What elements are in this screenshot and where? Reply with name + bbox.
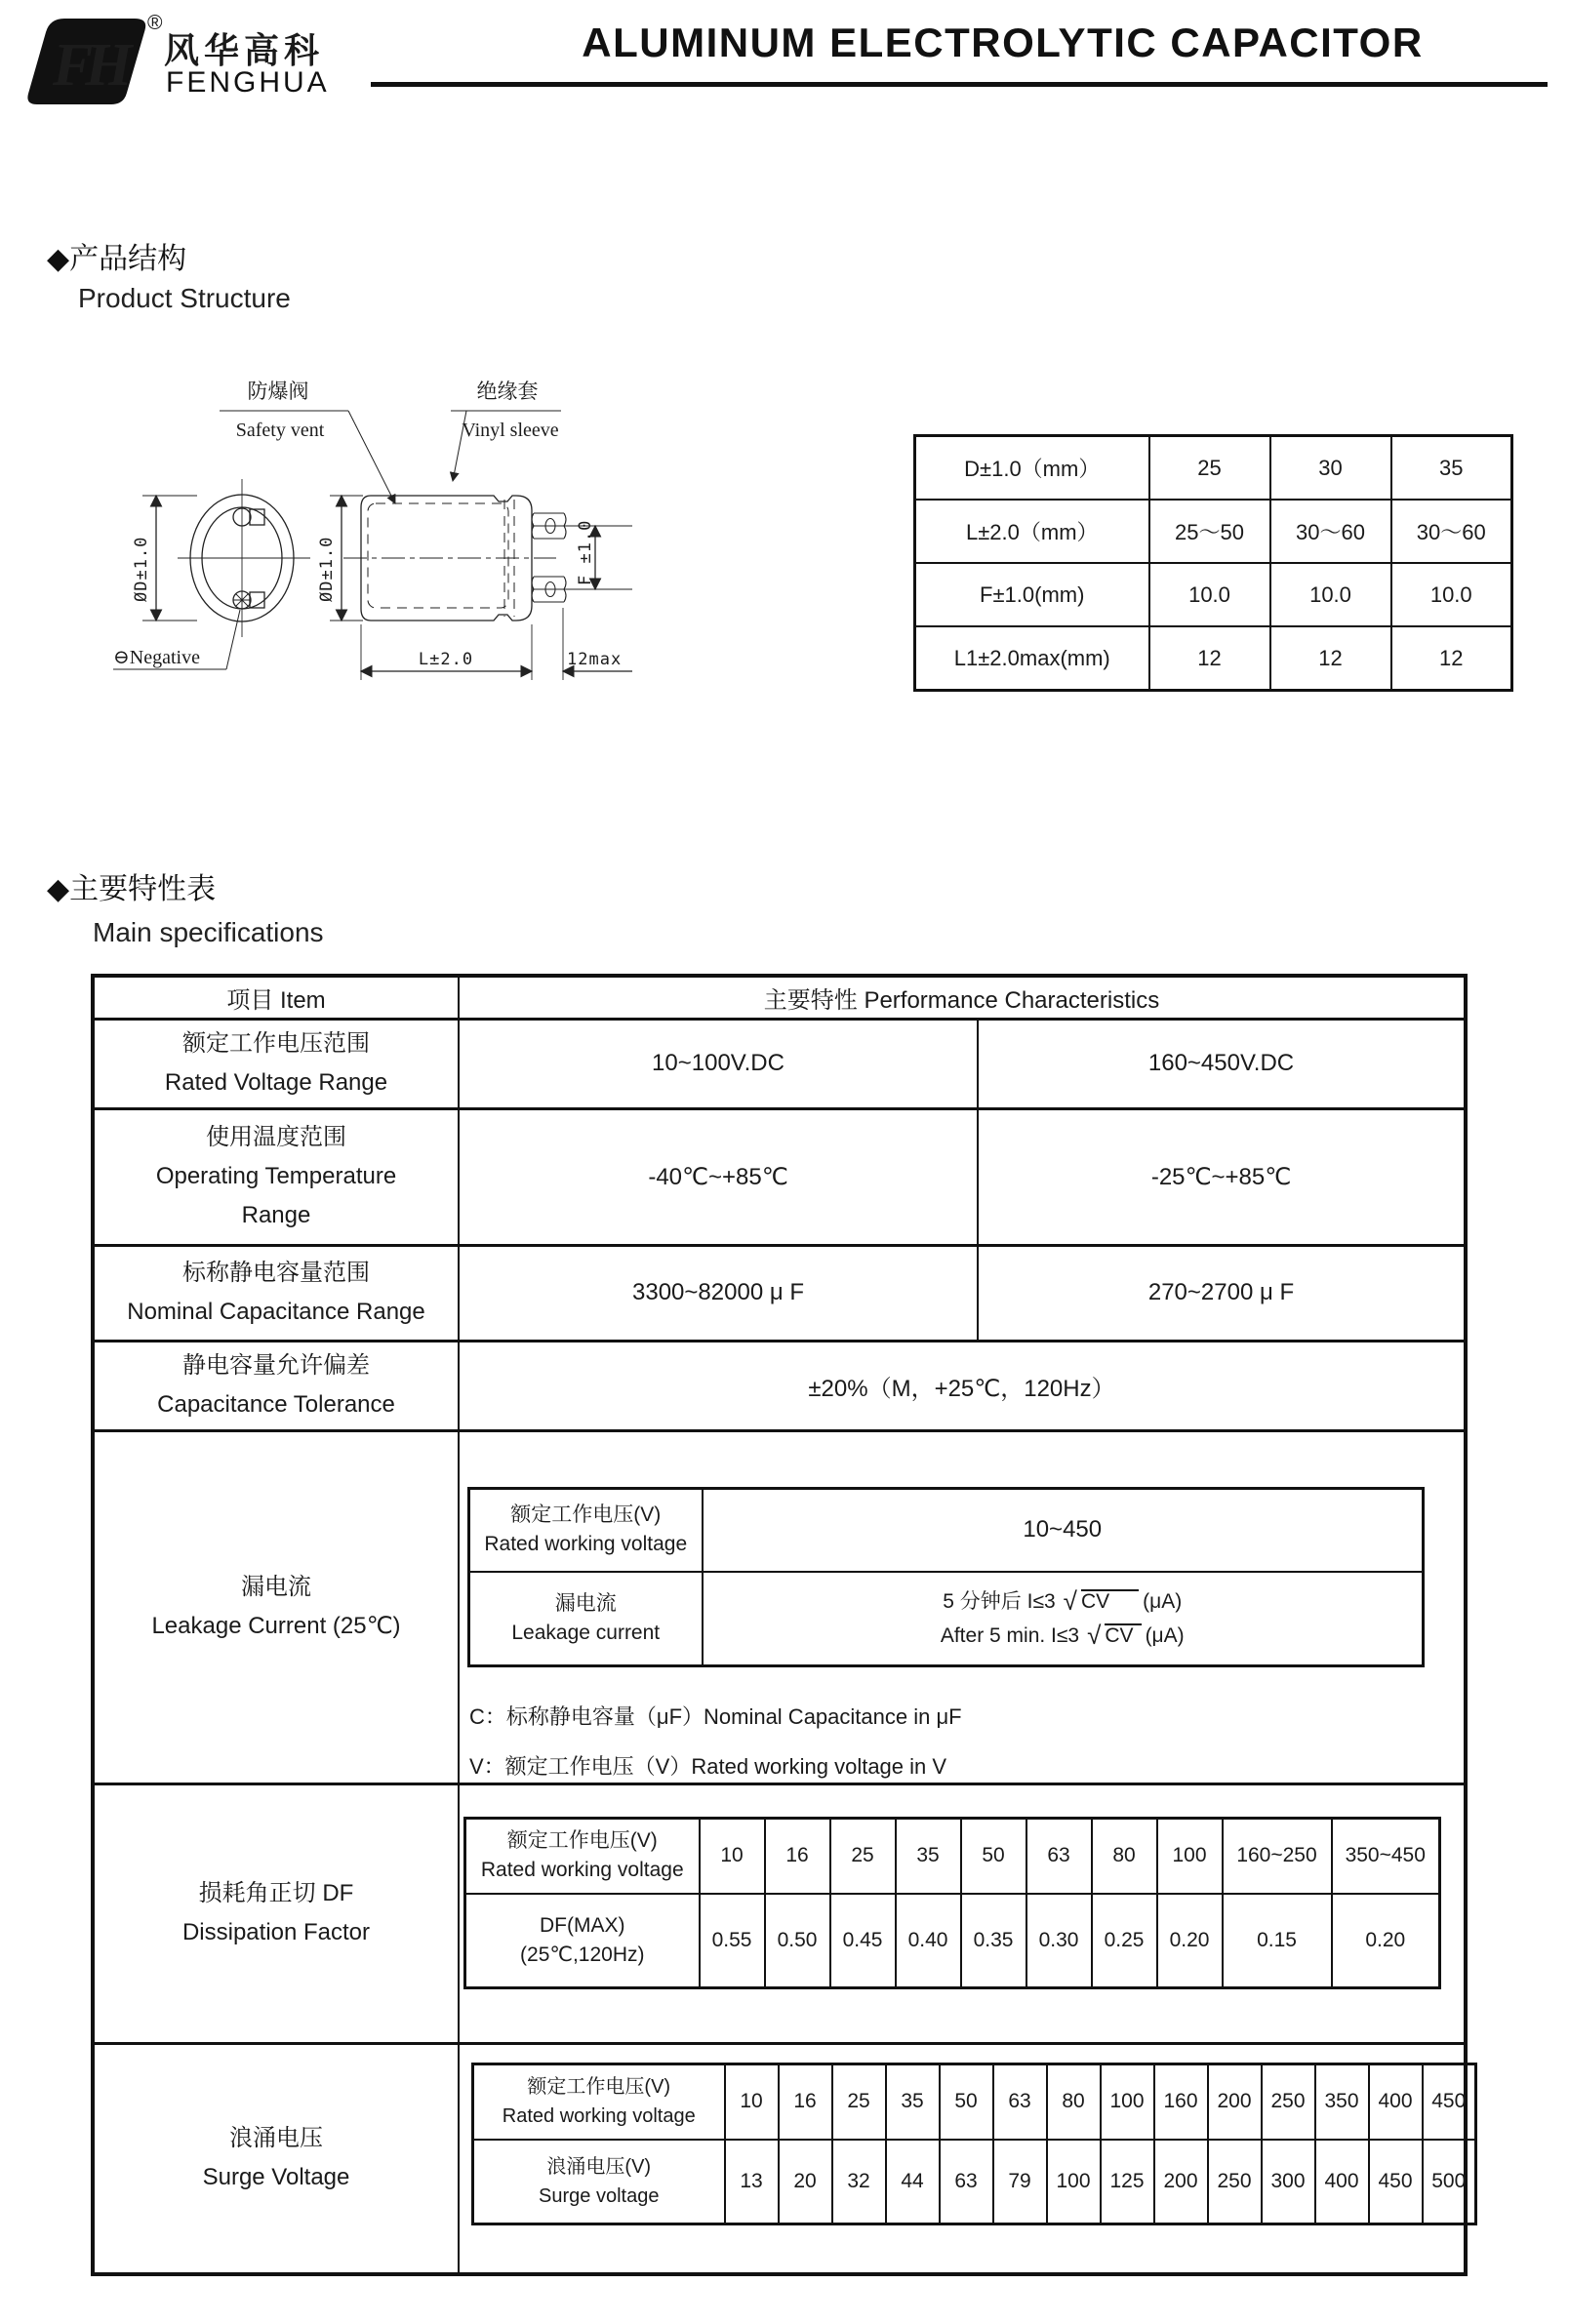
surge-rated: 35 <box>886 2064 940 2140</box>
label-en: Leakage current <box>511 1621 661 1644</box>
df-voltage: 50 <box>961 1818 1026 1894</box>
dim-value: 10.0 <box>1391 563 1512 626</box>
label-cn: 额定工作电压范围 <box>182 1030 370 1057</box>
surge-value: 79 <box>993 2140 1047 2224</box>
surge-rated: 100 <box>1101 2064 1154 2140</box>
capacitance-low: 3300~82000 μ F <box>459 1245 978 1341</box>
df-value: 0.15 <box>1223 1894 1332 1987</box>
surge-rated: 50 <box>940 2064 993 2140</box>
label-en: Leakage Current (25℃) <box>151 1613 401 1639</box>
table-row <box>93 1245 1466 1341</box>
df-voltage: 100 <box>1157 1818 1223 1894</box>
label-en: Rated Voltage Range <box>164 1069 388 1096</box>
row-label-temperature <box>93 1108 459 1245</box>
f-dimension-label: F ±1.0 <box>576 519 595 585</box>
surge-value-label <box>473 2140 725 2224</box>
dim-value: 10.0 <box>1149 563 1270 626</box>
surge-value: 13 <box>725 2140 779 2224</box>
row-label-tolerance <box>93 1341 459 1430</box>
sqrt-sign: √ <box>1087 1621 1102 1651</box>
formula-unit: (μA) <box>1145 1624 1185 1648</box>
brand-name-en: FENGHUA <box>166 66 330 99</box>
surge-value: 100 <box>1047 2140 1101 2224</box>
surge-rated: 160 <box>1154 2064 1208 2140</box>
brand-name-cn: 风华高科 <box>164 30 325 70</box>
surge-value: 125 <box>1101 2140 1154 2224</box>
surge-value: 200 <box>1154 2140 1208 2224</box>
sqrt-sign: √ <box>1063 1586 1077 1617</box>
df-voltage: 35 <box>896 1818 961 1894</box>
surge-value: 500 <box>1423 2140 1476 2224</box>
surge-value: 44 <box>886 2140 940 2224</box>
title-underline <box>371 82 1548 87</box>
dim-value: 25～50 <box>1149 500 1270 563</box>
column-header-performance: 主要特性 Performance Characteristics <box>459 976 1466 1019</box>
main-spec-heading-en: Main specifications <box>93 917 324 947</box>
table-row <box>93 2043 1466 2274</box>
label-cn: 损耗角正切 DF <box>198 1880 354 1906</box>
df-voltage: 16 <box>765 1818 830 1894</box>
safety-vent-label-cn: 防爆阀 <box>247 380 309 403</box>
row-label-surge <box>93 2043 459 2274</box>
lead-length-dimension-label: 12max <box>567 650 623 669</box>
label-en: Rated working voltage <box>480 1859 684 1882</box>
tolerance-value: ±20%（M，+25℃，120Hz） <box>459 1341 1466 1430</box>
leakage-voltage-label <box>469 1488 703 1572</box>
rated-voltage-high: 160~450V.DC <box>978 1019 1466 1108</box>
table-row <box>93 1783 1466 2043</box>
df-max-label <box>465 1894 700 1987</box>
main-specifications-table <box>91 974 1468 2276</box>
label-en: Rated working voltage <box>502 2105 696 2128</box>
df-voltage: 80 <box>1092 1818 1157 1894</box>
surge-value: 250 <box>1208 2140 1262 2224</box>
row-label-rated-voltage <box>93 1019 459 1108</box>
surge-rated: 25 <box>832 2064 886 2140</box>
dim-row-label: L±2.0（mm） <box>915 500 1149 563</box>
df-value: 0.20 <box>1157 1894 1223 1987</box>
vinyl-sleeve-label-en: Vinyl sleeve <box>462 420 559 441</box>
label-en: Rated working voltage <box>484 1533 688 1556</box>
surge-rated: 250 <box>1262 2064 1315 2140</box>
df-value: 0.55 <box>700 1894 765 1987</box>
dim-value: 30～60 <box>1270 500 1391 563</box>
dim-value: 12 <box>1270 626 1391 691</box>
df-value: 0.50 <box>765 1894 830 1987</box>
formula-unit: (μA) <box>1143 1590 1183 1614</box>
rated-voltage-low: 10~100V.DC <box>459 1019 978 1108</box>
df-voltage: 350~450 <box>1332 1818 1440 1894</box>
surge-voltage-label <box>473 2064 725 2140</box>
label-cn: 漏电流 <box>241 1574 311 1600</box>
leakage-note-v: V：额定工作电压（V）Rated working voltage in V <box>469 1753 947 1779</box>
formula-radicand: CV <box>1081 1589 1139 1613</box>
df-voltage-label <box>465 1818 700 1894</box>
dim-row-label: D±1.0（mm） <box>915 436 1149 501</box>
label-cn: 额定工作电压(V) <box>510 1503 662 1527</box>
df-voltage: 63 <box>1026 1818 1092 1894</box>
table-row <box>465 1894 1440 1987</box>
registered-trademark: ® <box>147 12 163 34</box>
column-header-item: 项目 Item <box>93 976 459 1019</box>
formula-prefix-en: After 5 min. I≤3 <box>940 1624 1080 1648</box>
label-en: Operating Temperature <box>155 1163 397 1189</box>
table-row <box>93 1019 1466 1108</box>
table-row <box>93 1430 1466 1783</box>
surge-value: 300 <box>1262 2140 1315 2224</box>
df-voltage: 160~250 <box>1223 1818 1332 1894</box>
df-value: 0.20 <box>1332 1894 1440 1987</box>
dim-value: 30～60 <box>1391 500 1512 563</box>
surge-rated: 200 <box>1208 2064 1262 2140</box>
leakage-note-c: C：标称静电容量（μF）Nominal Capacitance in μF <box>469 1703 962 1729</box>
df-cell <box>459 1783 1466 2043</box>
df-value: 0.30 <box>1026 1894 1092 1987</box>
surge-value: 20 <box>779 2140 832 2224</box>
leakage-current-label <box>469 1572 703 1665</box>
table-row <box>915 500 1512 563</box>
table-row <box>473 2064 1476 2140</box>
table-row <box>915 626 1512 691</box>
surge-value: 63 <box>940 2140 993 2224</box>
surge-rated: 63 <box>993 2064 1047 2140</box>
dim-value: 30 <box>1270 436 1391 501</box>
product-structure-heading-cn: ◆产品结构 <box>47 243 187 275</box>
page-title: ALUMINUM ELECTROLYTIC CAPACITOR <box>582 20 1424 65</box>
label-cn: 浪涌电压 <box>229 2125 323 2152</box>
surge-rated: 16 <box>779 2064 832 2140</box>
label-en: Range <box>241 1202 311 1228</box>
negative-terminal-label: ⊖Negative <box>113 647 200 668</box>
df-value: 0.45 <box>830 1894 896 1987</box>
table-row <box>915 436 1512 501</box>
row-label-capacitance <box>93 1245 459 1341</box>
label-en: Surge Voltage <box>202 2164 350 2191</box>
surge-rated: 450 <box>1423 2064 1476 2140</box>
row-label-df <box>93 1783 459 2043</box>
df-value: 0.40 <box>896 1894 961 1987</box>
df-voltage: 25 <box>830 1818 896 1894</box>
label-cn: 浪涌电压(V) <box>546 2155 652 2178</box>
capacitance-high: 270~2700 μ F <box>978 1245 1466 1341</box>
fenghua-logo-icon <box>23 16 152 107</box>
vinyl-sleeve-label-cn: 绝缘套 <box>476 380 539 403</box>
table-row <box>469 1488 1424 1572</box>
surge-rated: 350 <box>1315 2064 1369 2140</box>
temperature-high: -25℃~+85℃ <box>978 1108 1466 1245</box>
label-en: Surge voltage <box>539 2184 660 2207</box>
table-row <box>465 1818 1440 1894</box>
dim-value: 12 <box>1149 626 1270 691</box>
label-en: Capacitance Tolerance <box>157 1391 395 1418</box>
dimension-table <box>913 434 1513 692</box>
diameter-dimension-label-side: ØD±1.0 <box>317 536 337 602</box>
surge-inner-table <box>471 2063 1477 2225</box>
surge-rated: 80 <box>1047 2064 1101 2140</box>
dim-value: 12 <box>1391 626 1512 691</box>
label-cn: 漏电流 <box>554 1591 617 1615</box>
dim-row-label: L1±2.0max(mm) <box>915 626 1149 691</box>
main-spec-heading-cn: ◆主要特性表 <box>47 873 217 905</box>
temperature-low: -40℃~+85℃ <box>459 1108 978 1245</box>
label-cn: 额定工作电压(V) <box>506 1829 658 1853</box>
safety-vent-label-en: Safety vent <box>235 420 325 441</box>
label-line2: (25℃,120Hz) <box>520 1943 645 1966</box>
dim-value: 25 <box>1149 436 1270 501</box>
length-dimension-label: L±2.0 <box>418 650 474 669</box>
capacitor-technical-drawing <box>86 374 730 701</box>
leakage-formula <box>703 1572 1424 1665</box>
df-value: 0.25 <box>1092 1894 1157 1987</box>
df-value: 0.35 <box>961 1894 1026 1987</box>
leakage-cell <box>459 1430 1466 1783</box>
label-line1: DF(MAX) <box>540 1913 625 1937</box>
product-structure-heading-en: Product Structure <box>78 283 291 313</box>
surge-value: 400 <box>1315 2140 1369 2224</box>
label-cn: 静电容量允许偏差 <box>182 1352 370 1379</box>
label-cn: 额定工作电压(V) <box>527 2076 671 2099</box>
dim-value: 35 <box>1391 436 1512 501</box>
df-voltage: 10 <box>700 1818 765 1894</box>
dim-row-label: F±1.0(mm) <box>915 563 1149 626</box>
label-cn: 使用温度范围 <box>206 1124 346 1150</box>
table-row <box>93 1341 1466 1430</box>
surge-value: 450 <box>1369 2140 1423 2224</box>
logo-monogram: FH <box>53 32 125 99</box>
formula-radicand: CV <box>1105 1623 1141 1647</box>
surge-value: 32 <box>832 2140 886 2224</box>
surge-cell <box>459 2043 1466 2274</box>
table-row <box>93 1108 1466 1245</box>
diameter-dimension-label-front: ØD±1.0 <box>132 536 151 602</box>
label-en: Dissipation Factor <box>181 1919 371 1945</box>
label-cn: 标称静电容量范围 <box>182 1260 370 1286</box>
table-row <box>915 563 1512 626</box>
table-row <box>473 2140 1476 2224</box>
df-inner-table <box>463 1817 1441 1989</box>
leakage-inner-table <box>467 1487 1425 1667</box>
table-row <box>469 1572 1424 1665</box>
surge-rated: 10 <box>725 2064 779 2140</box>
dim-value: 10.0 <box>1270 563 1391 626</box>
table-row <box>93 976 1466 1019</box>
surge-rated: 400 <box>1369 2064 1423 2140</box>
leakage-voltage-value: 10~450 <box>703 1488 1424 1572</box>
row-label-leakage <box>93 1430 459 1783</box>
formula-prefix-cn: 5 分钟后 I≤3 <box>943 1590 1056 1614</box>
label-en: Nominal Capacitance Range <box>127 1299 425 1325</box>
